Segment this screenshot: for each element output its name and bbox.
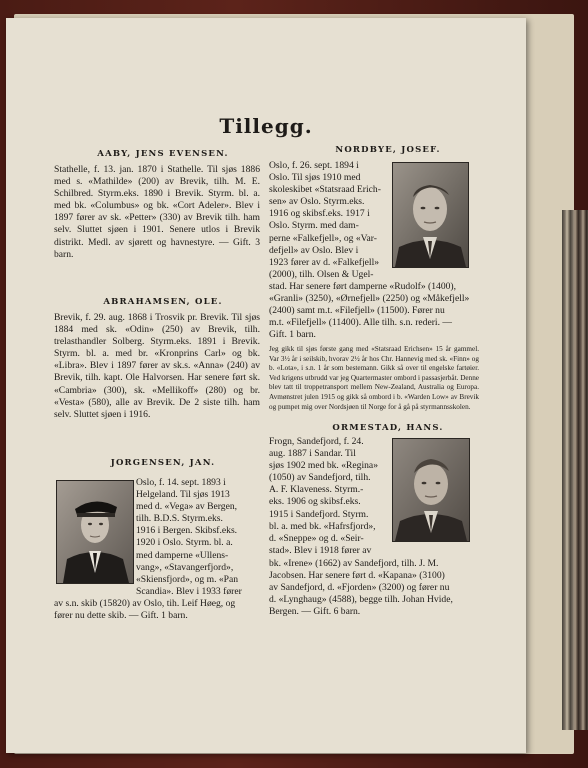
text-line: defjell» av Oslo. Blev i bbox=[269, 244, 359, 256]
portrait-ormestad bbox=[392, 438, 470, 542]
portrait-jorgensen bbox=[56, 480, 134, 584]
entry-heading-aaby: AABY, JENS EVENSEN. bbox=[97, 149, 229, 159]
text-line: «Granli» (3250), «Ørnefjell» (2250) og «Måkefjell» bbox=[269, 293, 470, 305]
text-line: perne «Falkefjell», og «Var- bbox=[269, 232, 377, 244]
entry-text-nordbye-wide bbox=[269, 269, 479, 342]
text-line: Oslo. Styrm. med dam- bbox=[269, 220, 359, 232]
text-line: stad. Har senere ført damperne «Rudolf» (1400), bbox=[269, 281, 457, 293]
text-line: stad». Blev i 1918 fører av bbox=[269, 544, 372, 556]
text-line: av s.n. skib (15820) av Oslo, tih. Leif Høeg, og bbox=[54, 598, 236, 609]
entry-text-nordbye-narrow bbox=[269, 160, 389, 269]
text-line: med damperne «Ullens- bbox=[136, 549, 229, 561]
text-line: 1923 fører av d. «Falkefjell» bbox=[269, 256, 380, 268]
entry-heading-ormestad: ORMESTAD, HANS. bbox=[332, 423, 444, 433]
text-line: Jacobsen. Har senere ført d. «Kapana» (3100) bbox=[269, 570, 445, 582]
entry-heading-abrahamsen: ABRAHAMSEN, OLE. bbox=[103, 297, 223, 307]
portrait-nordbye bbox=[392, 162, 469, 268]
text-line: Gift. 1 barn. bbox=[269, 329, 316, 341]
text-line: Oslo. Til sjøs 1910 med bbox=[269, 172, 361, 184]
text-line: «Skiensfjord», og m. «Pan bbox=[136, 573, 239, 585]
document-page bbox=[6, 18, 526, 753]
text-line: aug. 1887 i Sandar. Til bbox=[269, 448, 356, 460]
text-line: sen» av Oslo. Styrm.eks. bbox=[269, 196, 365, 208]
entry-heading-jorgensen: JORGENSEN, JAN. bbox=[110, 458, 216, 468]
text-line: av Sandefjord, d. «Fjorden» (3200) og fører nu bbox=[269, 582, 450, 594]
text-line: Scandia». Blev i 1933 fører bbox=[136, 585, 242, 597]
text-line: bl. a. med bk. «Hafrsfjord», bbox=[269, 520, 376, 532]
entry-text-aaby: Stathelle, f. 13. jan. 1870 i Stathelle. Til sjøs 1886 med s. «Mathilde» (200) av Brevik, tilh. M. E. Schilbred. Styrm.eks. 1890 i Brevik. Styrm. bl. a. med bk. «Columbus» og bk. «Cort Adeler». Blev i 1897 fører av sk. «Petter» (330) av Brevik tilh. ham selv. Sluttet sjøen i 1901. Senere utlos i Brevik distrikt. Medl. av sjørett og havnestyre. — Gift. 3 barn. bbox=[54, 164, 260, 260]
text-line: d. «Sneppe» og d. «Seir- bbox=[269, 532, 364, 544]
text-line: fører nu dette skib. — Gift. 1 barn. bbox=[54, 610, 188, 622]
entry-text-ormestad-wide bbox=[269, 558, 479, 618]
entry-heading-nordbye: NORDBYE, JOSEF. bbox=[335, 145, 441, 155]
text-line: 1920 i Oslo. Styrm. bl. a. bbox=[136, 537, 233, 549]
text-line: bk. «Irene» (1662) av Sandefjord, tilh. J. M. bbox=[269, 558, 439, 569]
text-line: 1916 og skibsf.eks. 1917 i bbox=[269, 208, 370, 220]
entry-text-abrahamsen: Brevik, f. 29. aug. 1868 i Trosvik pr. Brevik. Til sjøs 1884 med sk. «Odin» (250) av Brevik, tilh. trelasthandler Solberg. Styrm.eks. 1891 i Brevik. Styrm. bl. a. med br. «Kronprins Carl» og bk. «Libra». Blev i 1897 fører av sk.s. «Anna» (240) av Brevik, tilh. kapt. Ole Halvorsen. Har senere ført sk. «Cambria» (300), sk. «Mellikoff» (280) og br. «Vesta» (580), alle av Brevik. De 2 siste tilh. ham selv. Sluttet sjøen i 1916. bbox=[54, 312, 260, 420]
text-line: (1050) av Sandefjord, tilh. bbox=[269, 472, 371, 484]
text-line: m.t. «Filefjell» (11400). Alle tilh. s.n. rederi. — bbox=[269, 317, 452, 329]
text-line: Oslo, f. 26. sept. 1894 i bbox=[269, 160, 359, 171]
page-edges bbox=[562, 210, 588, 730]
text-line: Oslo, f. 14. sept. 1893 i bbox=[136, 477, 226, 488]
entry-text-jorgensen-wide bbox=[54, 598, 266, 622]
text-line: (2000), tilh. Olsen & Ugel- bbox=[269, 269, 374, 280]
text-line: 1916 i Bergen. Skibsf.eks. bbox=[136, 525, 238, 537]
text-line: d. «Lynghaug» (4588), begge tilh. Johan Hvide, bbox=[269, 594, 453, 606]
text-line: A. F. Klaveness. Styrm.- bbox=[269, 484, 364, 496]
text-line: eks. 1906 og skibsf.eks. bbox=[269, 496, 361, 508]
text-line: 1915 i Sandefjord. Styrm. bbox=[269, 508, 369, 520]
text-line: skoleskibet «Statsraad Erich- bbox=[269, 184, 381, 196]
text-line: vang», «Stavangerfjord», bbox=[136, 561, 234, 573]
entry-note-nordbye: Jeg gikk til sjøs første gang med «Statsraad Erichsen» 15 år gammel. Var 3½ år i seilskib, hvorav 2½ år hos Chr. Hannevig med sk. «Finn» og b. «Lota», i s.n. 1 år som bestemann. Gikk så over til engelske fartøier. Ved krigens utbrudd var jeg Quartermaster ombord i passasjerbåt. Denne blev tatt til troppetransport mellem New-Zealand, Australia og Europa. Avmønstret julen 1915 og gikk så ombord i b. «Warden Low» av Brevik og pumpet mig over Nordsjøen til Norge for å gå på styrmannsskolen. bbox=[269, 345, 479, 411]
text-line: Bergen. — Gift. 6 barn. bbox=[269, 606, 361, 618]
text-line: med d. «Vega» av Bergen, bbox=[136, 501, 238, 513]
entry-text-ormestad-narrow bbox=[269, 436, 389, 557]
entry-text-jorgensen-narrow bbox=[136, 477, 263, 598]
page-title: Tillegg. bbox=[219, 114, 313, 138]
text-line: sjøs 1902 med bk. «Regina» bbox=[269, 460, 378, 472]
text-line: (2400) samt m.t. «Filefjell» (11500). Fører nu bbox=[269, 305, 445, 317]
text-line: Helgeland. Til sjøs 1913 bbox=[136, 489, 230, 501]
text-line: tilh. B.D.S. Styrm.eks. bbox=[136, 513, 223, 525]
text-line: Frogn, Sandefjord, f. 24. bbox=[269, 436, 364, 447]
